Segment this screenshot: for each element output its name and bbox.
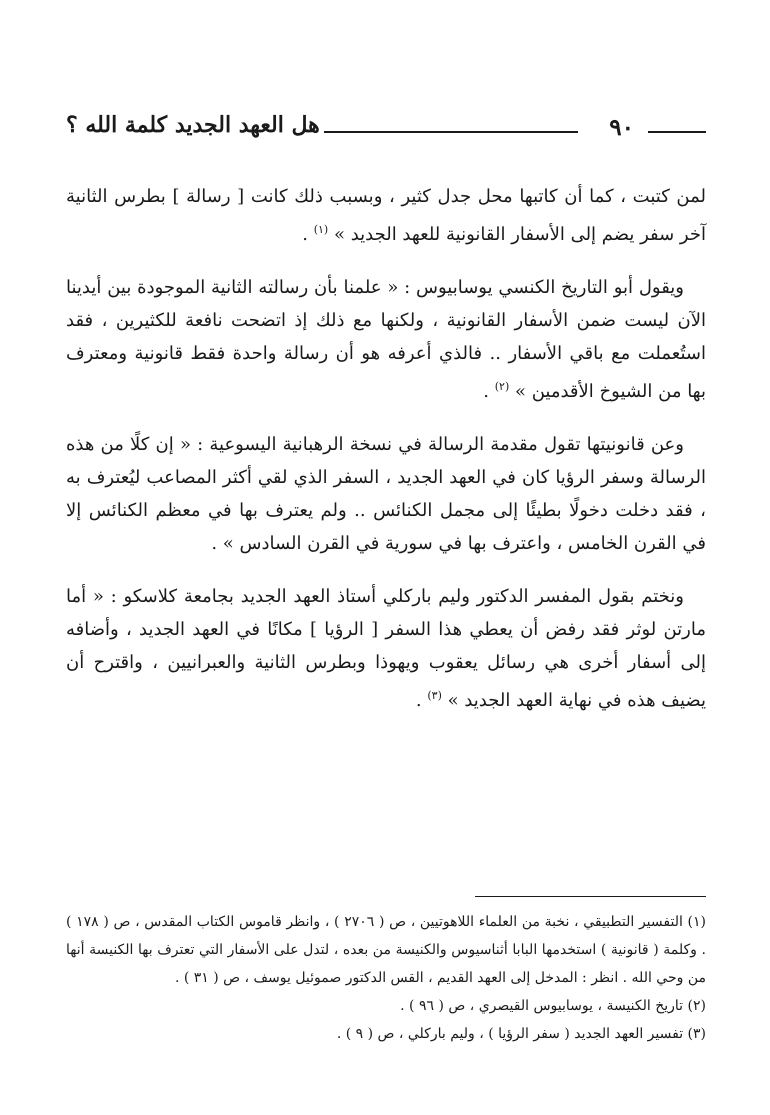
paragraph-2-text: ويقول أبو التاريخ الكنسي يوسابيوس : « علمنا بأن رسالته الثانية الموجودة بين أيدينا الآن ليست ضمن الأسفار القانونية ، ولكنها مع ذلك إذ اتضحت نافعة للكثيرين ، فقد استُعملت مع باقي الأسفار .. فالذي أعرفه هو أن رسالة واحدة فقط قانونية ومعترف بها من الشيوخ الأقدمين » (66, 277, 706, 402)
footnote-2: (٢) تاريخ الكنيسة ، يوسابيوس القيصري ، ص ( ٩٦ ) . (400, 998, 706, 1014)
running-title: هل العهد الجديد كلمة الله ؟ (66, 112, 320, 138)
header-rule-left (324, 131, 578, 133)
paragraph-2 (66, 271, 706, 408)
paragraph-2-end: . (483, 381, 495, 402)
page-header (66, 112, 706, 146)
body-text (66, 180, 706, 737)
paragraph-4 (66, 580, 706, 717)
paragraph-3-text: وعن قانونيتها تقول مقدمة الرسالة في نسخة الرهبانية اليسوعية : « إن كلًا من هذه الرسالة وسفر الرؤيا كان في العهد الجديد ، السفر الذي لقي أكثر المصاعب ليُعترف به ، فقد دخلت دخولًا بطيئًا إلى مجمل الكنائس .. ولم يعترف بها في معظم الكنائس إلا في القرن الخامس ، واعترف بها في سورية في القرن السادس » . (66, 434, 706, 554)
paragraph-1-text: لمن كتبت ، كما أن كاتبها محل جدل كثير ، وبسبب ذلك كانت [ رسالة ] بطرس الثانية آخر سفر يضم إلى الأسفار القانونية للعهد الجديد » (66, 186, 706, 245)
paragraph-1-end: . (302, 224, 314, 245)
paragraph-4-text: ونختم بقول المفسر الدكتور وليم باركلي أستاذ العهد الجديد بجامعة كلاسكو : « أما مارتن لوثر فقد رفض أن يعطي هذا السفر [ الرؤيا ] مكانًا في العهد الجديد ، وأضافه إلى أسفار أخرى هي رسائل يعقوب ويهوذا وبطرس الثانية والعبرانيين ، واقترح أن يضيف هذه في نهاية العهد الجديد » (66, 586, 706, 711)
paragraph-4-end: . (415, 690, 428, 711)
footnote-separator (475, 896, 706, 897)
paragraph-3 (66, 428, 706, 560)
footnote-ref-2: (٢) (494, 380, 510, 393)
footnotes (66, 908, 706, 1048)
paragraph-1 (66, 180, 706, 251)
footnote-1: (١) التفسير التطبيقي ، نخبة من العلماء اللاهوتيين ، ص ( ٢٧٠٦ ) ، وانظر قاموس الكتاب المقدس ، ص ( ١٧٨ ) . وكلمة ( قانونية ) استخدمها البابا أثناسيوس والكنيسة من بعده ، لتدل على الأسفار التي تعترف بها الكنيسة أنها من وحي الله . انظر : المدخل إلى العهد القديم ، القس الدكتور صموئيل يوسف ، ص ( ٣١ ) . (66, 914, 706, 986)
footnote-3: (٣) تفسير العهد الجديد ( سفر الرؤيا ) ، وليم باركلي ، ص ( ٩ ) . (336, 1026, 706, 1042)
footnote-ref-3: (٣) (427, 689, 442, 702)
header-rule-right (648, 131, 706, 133)
footnote-ref-1: (١) (313, 223, 329, 236)
page-number: ٩٠ (609, 114, 634, 141)
